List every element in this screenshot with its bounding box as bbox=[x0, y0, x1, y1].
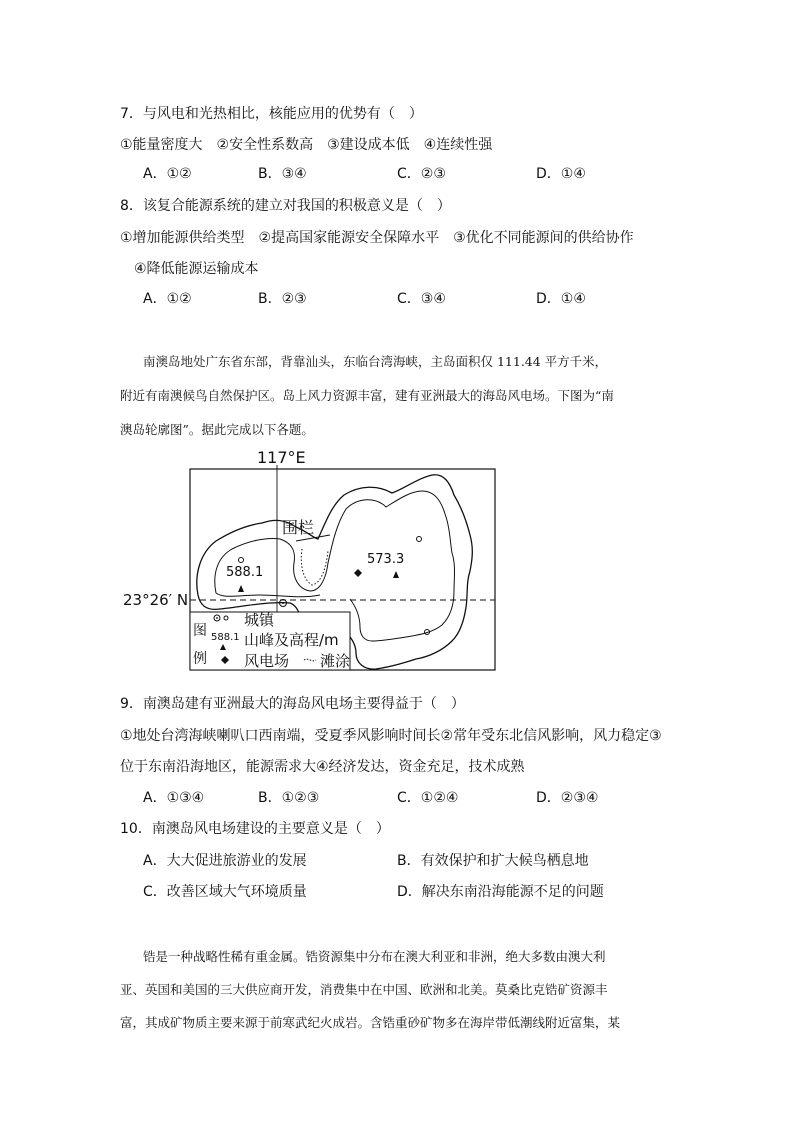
question-10-stem: 10．南澳岛风电场建设的主要意义是（ ） bbox=[120, 821, 390, 837]
passage-2-line-2: 亚、英国和美国的三大供应商开发，消费集中在中国、欧洲和北美。莫桑比克锆矿资源丰 bbox=[120, 982, 608, 997]
legend-wind-farm: 风电场 bbox=[244, 652, 290, 670]
question-9-option-b[interactable]: B．①②③ bbox=[258, 790, 320, 806]
nanao-island-outline-map bbox=[120, 445, 510, 675]
question-9-items-line-1: ①地处台湾海峡喇叭口西南端，受夏季风影响时间长②常年受东北信风影响，风力稳定③ bbox=[120, 728, 662, 744]
legend-peak-sample: 588.1 bbox=[211, 632, 240, 643]
legend-town: 城镇 bbox=[244, 611, 275, 629]
question-8-option-a[interactable]: A．①② bbox=[143, 291, 192, 307]
legend-peak: 山峰及高程/m bbox=[244, 631, 339, 649]
question-9-option-c[interactable]: C．①②④ bbox=[397, 790, 459, 806]
passage-2-line-3: 富，其成矿物质主要来源于前寒武纪火成岩。含锆重砂矿物多在海岸带低潮线附近富集，某 bbox=[120, 1015, 621, 1030]
town-dot-northeast bbox=[417, 537, 422, 542]
wind-farm-symbol bbox=[354, 569, 362, 577]
question-9-option-a[interactable]: A．①③④ bbox=[143, 790, 205, 806]
town-dot-west bbox=[239, 558, 244, 563]
passage-1-line-1: 南澳岛地处广东省东部，背靠汕头，东临台湾海峡，主岛面积仅 111.44 平方千米， bbox=[143, 354, 608, 369]
question-7-option-d[interactable]: D．①④ bbox=[536, 166, 586, 182]
peak-588-elevation: 588.1 bbox=[226, 565, 264, 580]
question-10-option-a[interactable]: A．大大促进旅游业的发展 bbox=[143, 853, 307, 869]
legend-title-2: 例 bbox=[193, 651, 207, 667]
question-10-option-c[interactable]: C．改善区域大气环境质量 bbox=[143, 884, 307, 900]
question-7-stem: 7．与风电和光热相比，核能应用的优势有（ ） bbox=[120, 106, 423, 122]
question-8-items-line-1: ①增加能源供给类型 ②提高国家能源安全保障水平 ③优化不同能源间的供给协作 bbox=[120, 230, 634, 246]
question-9-items-line-2: 位于东南沿海地区，能源需求大④经济发达，资金充足，技术成熟 bbox=[120, 759, 525, 775]
passage-2-line-1: 锆是一种战略性稀有重金属。锆资源集中分布在澳大利亚和非洲，绝大多数由澳大利 bbox=[143, 949, 606, 964]
peak-588-symbol bbox=[238, 585, 244, 592]
question-8-stem: 8．该复合能源系统的建立对我国的积极意义是（ ） bbox=[120, 198, 451, 214]
question-10-option-b[interactable]: B．有效保护和扩大候鸟栖息地 bbox=[397, 853, 589, 869]
legend-title-1: 图 bbox=[193, 623, 207, 639]
peak-573-elevation: 573.3 bbox=[367, 552, 405, 567]
question-8-option-b[interactable]: B．②③ bbox=[258, 291, 307, 307]
question-7-option-b[interactable]: B．③④ bbox=[258, 166, 307, 182]
question-8-option-d[interactable]: D．①④ bbox=[536, 291, 586, 307]
question-10-option-d[interactable]: D．解决东南沿海能源不足的问题 bbox=[397, 884, 604, 900]
passage-1-line-3: 澳岛轮廓图”。据此完成以下各题。 bbox=[120, 422, 314, 437]
question-8-option-c[interactable]: C．③④ bbox=[397, 291, 446, 307]
latitude-label: 23°26′ N bbox=[123, 591, 189, 609]
question-7-option-c[interactable]: C．②③ bbox=[397, 166, 446, 182]
longitude-label: 117°E bbox=[257, 448, 306, 467]
legend-beach: 滩涂 bbox=[320, 652, 351, 670]
question-8-items-line-2: ④降低能源运输成本 bbox=[134, 261, 259, 277]
passage-1-line-2: 附近有南澳候鸟自然保护区。岛上风力资源丰富，建有亚洲最大的海岛风电场。下图为“南 bbox=[120, 388, 614, 403]
question-7-items: ①能量密度大 ②安全性系数高 ③建设成本低 ④连续性强 bbox=[120, 137, 493, 153]
fence-label: 围栏 bbox=[282, 518, 315, 537]
peak-573-symbol bbox=[393, 571, 399, 578]
question-9-stem: 9．南澳岛建有亚洲最大的海岛风电场主要得益于（ ） bbox=[120, 696, 465, 712]
question-7-option-a[interactable]: A．①② bbox=[143, 166, 192, 182]
question-9-option-d[interactable]: D．②③④ bbox=[536, 790, 599, 806]
